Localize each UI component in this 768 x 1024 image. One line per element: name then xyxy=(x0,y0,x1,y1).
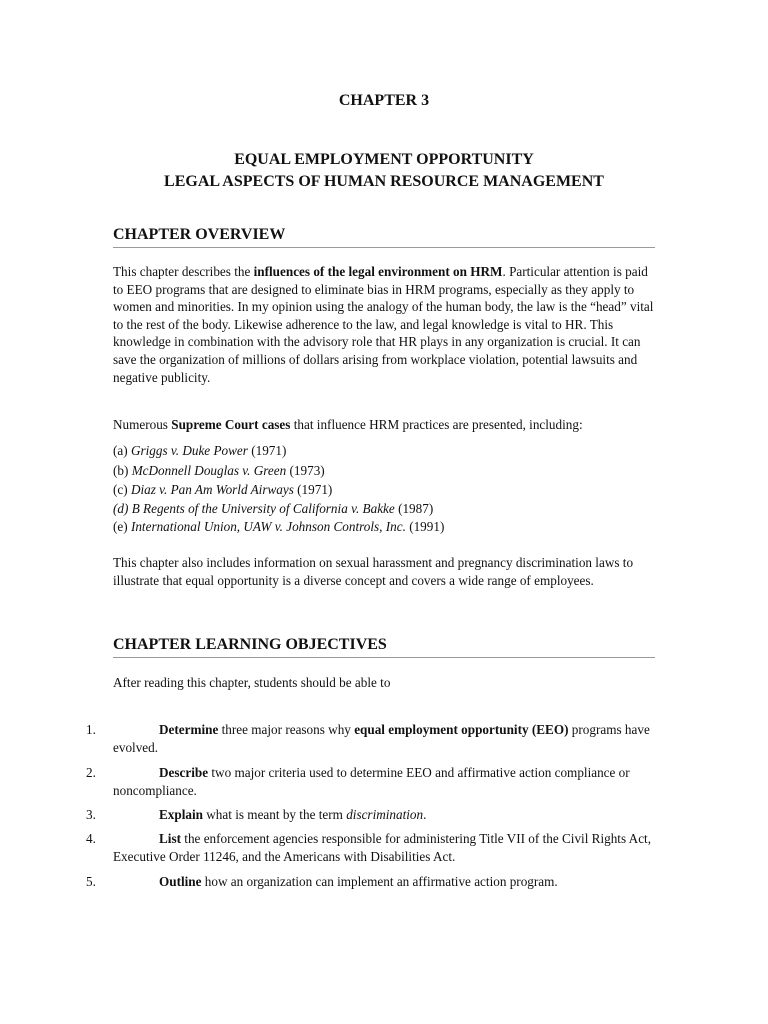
case-name: International Union, UAW v. Johnson Controls, Inc. xyxy=(130,518,406,534)
objective-verb: Outline xyxy=(159,874,202,889)
case-item xyxy=(113,441,658,461)
case-year: (1973) xyxy=(286,462,325,478)
case-prefix: (e) xyxy=(113,518,131,534)
chapter-number: CHAPTER 3 xyxy=(338,92,430,109)
objective-verb: Describe xyxy=(159,765,209,780)
objective-text xyxy=(113,721,658,756)
case-name: Diaz v. Pan Am World Airways xyxy=(130,482,294,498)
objective-text-part: . xyxy=(423,807,427,822)
objective-text-part: the enforcement agencies responsible for administering Title VII of the Civil Rights Act, Executive Order 11246, and the Americans with Disabilities Act. xyxy=(113,831,652,864)
objective-text xyxy=(113,764,658,799)
overview-paragraph-2 xyxy=(113,416,658,434)
objective-verb: Explain xyxy=(159,807,203,822)
case-item xyxy=(113,500,658,518)
case-year: (1971) xyxy=(247,443,287,458)
objective-number: 5. xyxy=(86,874,96,889)
objective-text xyxy=(113,830,658,865)
overview-paragraph-3: This chapter also includes information on sexual harassment and pregnancy discrimination laws to illustrate that equal opportunity is a diverse concept and covers a wide range of employees. xyxy=(113,555,634,588)
objective-text xyxy=(113,873,658,891)
objective-text-part: programs have evolved. xyxy=(113,722,650,755)
case-year: (1991) xyxy=(405,518,445,534)
overview-paragraph-1 xyxy=(113,263,658,386)
objective-italic-term: discrimination xyxy=(346,807,424,822)
case-year: (1971) xyxy=(293,482,333,498)
case-name: Griggs v. Duke Power xyxy=(130,443,248,458)
overview-heading: CHAPTER OVERVIEW xyxy=(113,226,655,248)
overview-p1-start: This chapter describes the xyxy=(113,264,254,279)
case-name: McDonnell Douglas v. Green xyxy=(131,462,287,478)
case-item xyxy=(113,518,658,535)
objective-number: 4. xyxy=(86,831,96,846)
objective-number: 3. xyxy=(86,807,96,822)
overview-p2-bold: Supreme Court cases xyxy=(171,417,291,432)
overview-p2-start: Numerous xyxy=(113,417,172,432)
case-prefix: (b) xyxy=(113,462,132,478)
objective-text-part: three major reasons why xyxy=(218,722,355,737)
case-prefix: (d) xyxy=(113,500,132,516)
objective-verb: List xyxy=(159,831,181,846)
objective-text-part: how an organization can implement an affirmative action program. xyxy=(201,874,558,889)
overview-p1-bold: influences of the legal environment on HRM xyxy=(253,264,503,279)
case-prefix: (a) xyxy=(113,443,131,458)
case-name: B Regents of the University of California v. Bakke xyxy=(131,500,395,516)
overview-p1-rest: . Particular attention is paid to EEO programs that are designed to eliminate bias in HRM programs, especially as they apply to women and minorities. In my opinion using the analogy of the human body, the law is the “head” vital to the rest of the body. Likewise adherence to the law, and legal knowledge is vital to HR. This knowledge in combination with the advisory role that HR plays in any organization is crucial. It can save the organization of millions of dollars arising from workplace violation, potential lawsuits and negative publicity. xyxy=(113,264,654,385)
objective-number: 2. xyxy=(86,765,96,780)
objective-number: 1. xyxy=(86,722,96,737)
case-item xyxy=(113,480,658,500)
objective-text-part: what is meant by the term xyxy=(202,807,347,822)
objective-bold-term: equal employment opportunity (EEO) xyxy=(354,722,569,737)
objective-text-part: two major criteria used to determine EEO and affirmative action compliance or noncompliance. xyxy=(113,765,630,798)
objectives-heading: CHAPTER LEARNING OBJECTIVES xyxy=(113,636,655,658)
case-list xyxy=(113,441,658,535)
objectives-intro: After reading this chapter, students should be able to xyxy=(113,675,391,690)
case-year: (1987) xyxy=(394,500,434,516)
objective-text xyxy=(113,806,658,824)
chapter-title-line1: EQUAL EMPLOYMENT OPPORTUNITY xyxy=(234,151,534,168)
objective-verb: Determine xyxy=(159,722,219,737)
case-item xyxy=(113,461,658,481)
overview-p2-rest: that influence HRM practices are presented, including: xyxy=(290,417,583,432)
chapter-title-line2: LEGAL ASPECTS OF HUMAN RESOURCE MANAGEMENT xyxy=(164,173,604,190)
case-prefix: (c) xyxy=(113,482,131,498)
